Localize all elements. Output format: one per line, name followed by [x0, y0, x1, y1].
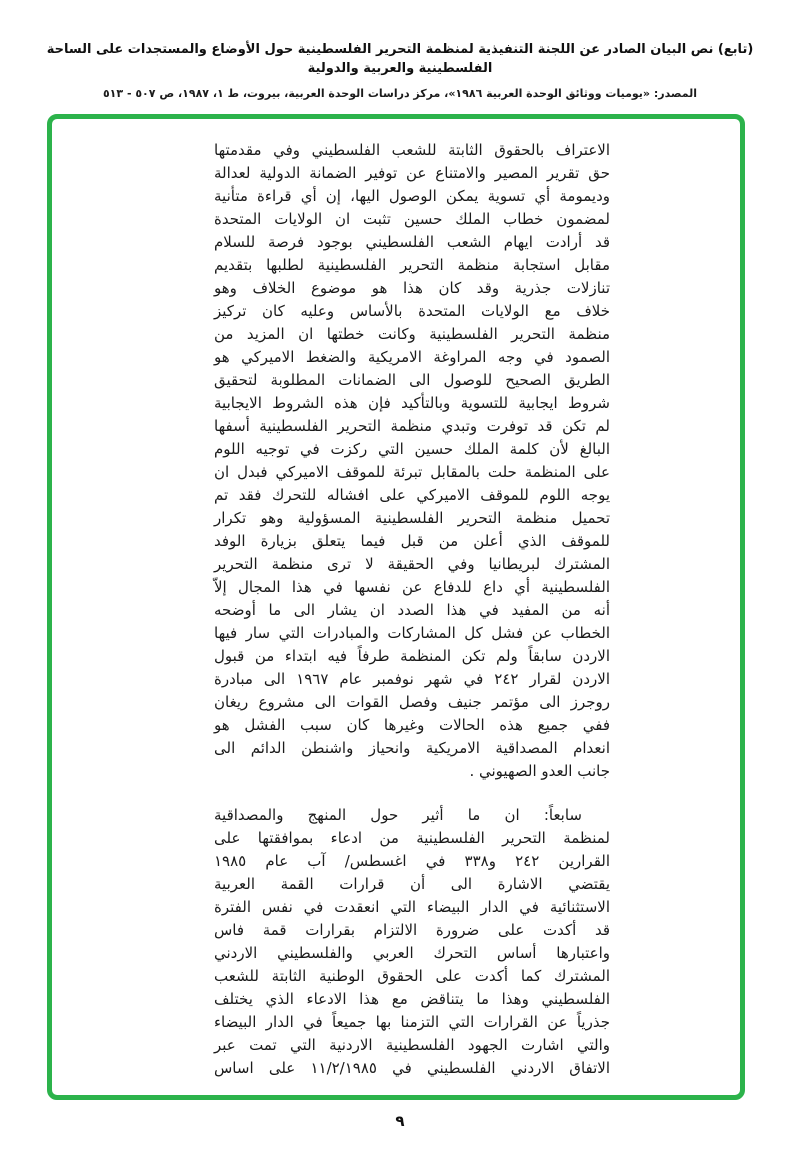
text-line: الخطاب عن فشل كل المشاركات والمبادرات التي سار فيها	[214, 624, 610, 642]
text-line: شروط ايجابية للتسوية وبالتأكيد فإن هذه الشروط الايجابية	[214, 394, 610, 412]
text-line: تحميل منظمة التحرير الفلسطينية المسؤولية وهو تكرار	[214, 509, 610, 527]
text-line: الفلسطيني وهذا ما يتناقض مع هذا الادعاء الذي يختلف	[214, 990, 610, 1008]
text-line: واعتبارها أساس التحرك العربي والفلسطيني الاردني	[214, 944, 610, 962]
green-highlight-frame	[47, 114, 745, 1100]
document-title: (تابع) نص البيان الصادر عن اللجنة التنفيذية لمنظمة التحرير الفلسطينية حول الأوضاع والمستجدات على الساحة الفلسطينية والعربية والدولية	[46, 42, 754, 76]
text-line: الاستثنائية في الدار البيضاء التي انعقدت في نفس الفترة	[214, 898, 610, 916]
text-line: القرارين ٢٤٢ و٣٣٨ في اغسطس/ آب عام ١٩٨٥	[214, 852, 611, 870]
text-line: جانب العدو الصهيوني .	[469, 762, 610, 780]
text-line: قد أكدت على ضرورة الالتزام بقرارات قمة فاس	[214, 921, 610, 939]
text-line: لمنظمة التحرير الفلسطينية من ادعاء بموافقتها على	[214, 829, 610, 847]
text-line: جذرياً عن القرارات التي التزمنا بها جميعاً في الدار البيضاء	[214, 1013, 610, 1031]
text-line: قد أرادت ايهام الشعب الفلسطيني بوجود فرصة للسلام	[214, 233, 610, 251]
paragraph	[214, 804, 610, 1080]
text-line: الاردن لقرار ٢٤٢ في شهر نوفمبر عام ١٩٦٧ الى مبادرة	[214, 670, 610, 688]
text-line: يوجه اللوم للموقف الاميركي على افشاله للتحرك فقد تم	[214, 486, 610, 504]
text-line: على المنظمة حلت بالمقابل تبرئة للموقف الاميركي فبدل ان	[214, 463, 610, 481]
text-line: انعدام المصداقية الامريكية وانحياز واشنطن الدائم الى	[214, 739, 610, 757]
text-line: المشترك كما أكدت على الحقوق الوطنية الثابتة للشعب	[214, 967, 610, 985]
text-line: للموقف الذي أعلن من قبل فيما يتعلق بزيارة الوفد	[214, 532, 610, 550]
text-line: أنه من المفيد في هذا الصدد ان يشار الى ما أوضحه	[214, 601, 610, 619]
text-line: الفلسطينية أي داع للدفاع عن نفسها في هذا المجال إلاّ	[214, 578, 610, 596]
body-text	[214, 139, 610, 1080]
text-line: المشترك لبريطانيا وفي الحقيقة لا ترى منظمة التحرير	[214, 555, 610, 573]
text-line: الاعتراف بالحقوق الثابتة للشعب الفلسطيني وفي مقدمتها	[214, 141, 610, 159]
document-source-citation: المصدر: «يوميات ووثائق الوحدة العربية ١٩٨٦»، مركز دراسات الوحدة العربية، بيروت، ط ١، ١٩٨٧، ص ٥٠٧ - ٥١٣	[102, 87, 698, 100]
text-line: الصمود في وجه المراوغة الامريكية والضغط الاميركي هو	[214, 348, 610, 366]
page-number: ٩	[395, 1112, 405, 1130]
text-line: روجرز الى مؤتمر جنيف وفصل القوات الى مشروع ريغان	[214, 693, 610, 711]
text-line: تنازلات جذرية وقد كان هذا هو موضوع الخلاف وهو	[214, 279, 610, 297]
text-line: وديمومة أي تسوية يمكن الوصول اليها، إن أي قراءة متأنية	[214, 187, 610, 205]
text-line: والتي اشارت الجهود الفلسطينية الاردنية التي تمت عبر	[214, 1036, 610, 1054]
paragraph	[214, 139, 610, 783]
text-line: منظمة التحرير الفلسطينية وكانت خطتها ان المزيد من	[214, 325, 610, 343]
text-line: سابعاً: ان ما أثير حول المنهج والمصداقية	[214, 806, 582, 824]
text-line: حق تقرير المصير والامتناع عن توفير الضمانة الدولية لعدالة	[214, 164, 610, 182]
text-line: لمضمون خطاب الملك حسين تثبت ان الولايات المتحدة	[214, 210, 610, 228]
text-line: الطريق الصحيح للوصول الى الضمانات المطلوبة لتحقيق	[214, 371, 610, 389]
text-line: يقتضي الاشارة الى أن قرارات القمة العربية	[214, 875, 610, 893]
text-line: خلاف مع الولايات المتحدة بالأساس وعليه كان تركيز	[214, 302, 610, 320]
text-line: الاردن سابقاً ولم تكن المنظمة طرفاً فيه ابتداء من قبول	[214, 647, 610, 665]
text-line: البالغ لأن كلمة الملك حسين التي ركزت في توجيه اللوم	[214, 440, 610, 458]
text-line: مقابل استجابة منظمة التحرير الفلسطينية لطلبها بتقديم	[214, 256, 610, 274]
text-line: الاتفاق الاردني الفلسطيني في ١١/٢/١٩٨٥ على اساس	[214, 1059, 611, 1077]
text-line: لم تكن قد توفرت وتبدي منظمة التحرير الفلسطينية أسفها	[214, 417, 610, 435]
text-line: ففي جميع هذه الحالات وغيرها كان سبب الفشل هو	[214, 716, 610, 734]
document-header	[15, 40, 785, 100]
